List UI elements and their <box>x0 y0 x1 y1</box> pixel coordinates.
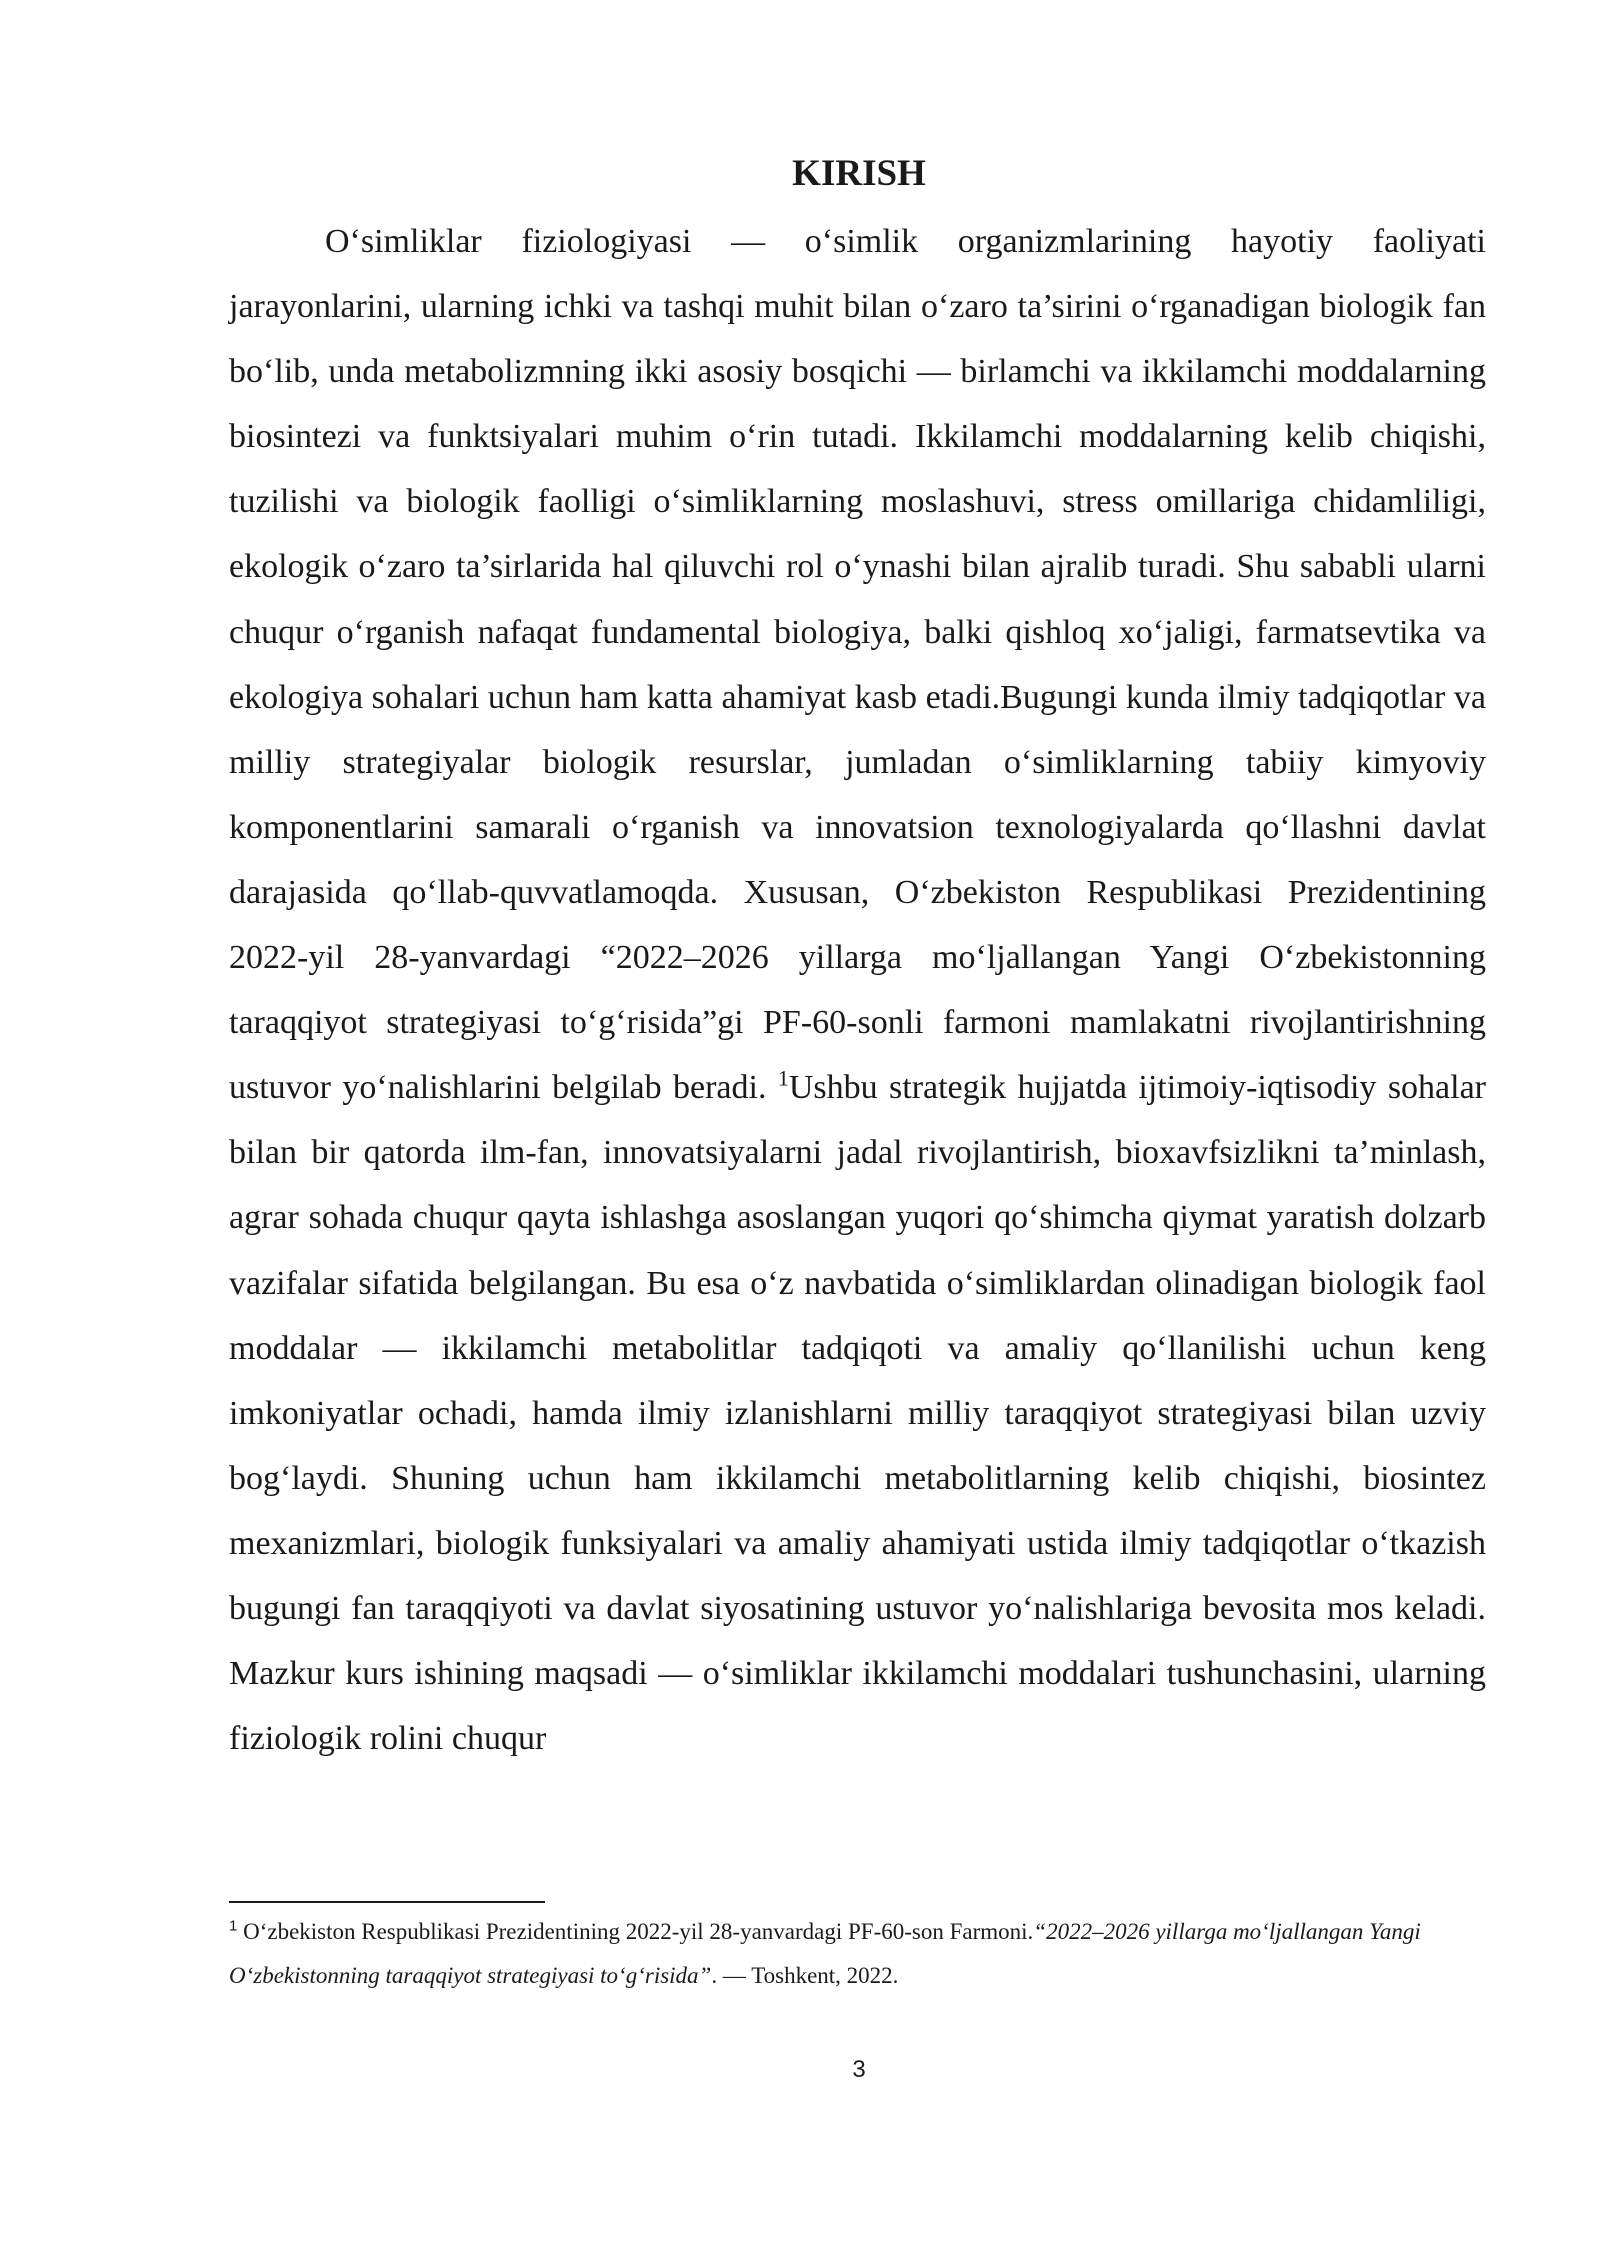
page-number: 3 <box>852 2056 866 2083</box>
footnote <box>229 1910 1486 1998</box>
footnote-separator <box>229 1901 545 1903</box>
footnote-mark: 1 <box>229 1917 238 1935</box>
footnote-title-italic: “2022–2026 yillarga mo‘ljallangan Yangi O‘zbekistonning taraqqiyot strategiyasi to‘g‘risida” <box>229 1919 1421 1988</box>
footnote-tail: . — Toshkent, 2022. <box>711 1963 899 1988</box>
footnote-reference-mark[interactable]: 1 <box>777 1065 789 1091</box>
footnote-text: O‘zbekiston Respublikasi Prezidentining 2022-yil 28-yanvardagi PF-60-son Farmoni. <box>237 1919 1034 1944</box>
body-text-part-1: O‘simliklar fiziologiyasi — o‘simlik organizmlarining hayotiy faoliyati jarayonlarini, ularning ichki va tashqi muhit bilan o‘zaro ta’sirini o‘rganadigan biologik fan bo‘lib, unda metabolizmning ikki asosiy bosqichi — birlamchi va ikkilamchi moddalarning biosintezi va funktsiyalari muhim o‘rin tutadi. Ikkilamchi moddalarning kelib chiqishi, tuzilishi va biologik faolligi o‘simliklarning moslashuvi, stress omillariga chidamliligi, ekologik o‘zaro ta’sirlarida hal qiluvchi rol o‘ynashi bilan ajralib turadi. Shu sababli ularni chuqur o‘rganish nafaqat fundamental biologiya, balki qishloq xo‘jaligi, farmatsevtika va ekologiya sohalari uchun ham katta ahamiyat kasb etadi.Bugungi kunda ilmiy tadqiqotlar va milliy strategiyalar biologik resurslar, jumladan o‘simliklarning tabiiy kimyoviy komponentlarini samarali o‘rganish va innovatsion texnologiyalarda qo‘llashni davlat darajasida qo‘llab-quvvatlamoqda. Xususan, O‘zbekiston Respublikasi Prezidentining 2022-yil 28-yanvardagi “2022–2026 yillarga mo‘ljallangan Yangi O‘zbekistonning taraqqiyot strategiyasi to‘g‘risida”gi PF-60-sonli farmoni mamlakatni rivojlantirishning ustuvor yo‘nalishlarini belgilab beradi. <box>229 223 1486 1107</box>
body-text-part-2: Ushbu strategik hujjatda ijtimoiy-iqtisodiy sohalar bilan bir qatorda ilm-fan, innovatsiyalarni jadal rivojlantirish, bioxavfsizlikni ta’minlash, agrar sohada chuqur qayta ishlashga asoslangan yuqori qo‘shimcha qiymat yaratish dolzarb vazifalar sifatida belgilangan. Bu esa o‘z navbatida o‘simliklardan olinadigan biologik faol moddalar — ikkilamchi metabolitlar tadqiqoti va amaliy qo‘llanilishi uchun keng imkoniyatlar ochadi, hamda ilmiy izlanishlarni milliy taraqqiyot strategiyasi bilan uzviy bog‘laydi. Shuning uchun ham ikkilamchi metabolitlarning kelib chiqishi, biosintez mexanizmlari, biologik funksiyalari va amaliy ahamiyati ustida ilmiy tadqiqotlar o‘tkazish bugungi fan taraqqiyoti va davlat siyosatining ustuvor yo‘nalishlariga bevosita mos keladi. Mazkur kurs ishining maqsadi — o‘simliklar ikkilamchi moddalari tushunchasini, ularning fiziologik rolini chuqur <box>229 1069 1486 1758</box>
body-paragraph <box>229 209 1486 1771</box>
section-heading: KIRISH <box>792 153 926 194</box>
